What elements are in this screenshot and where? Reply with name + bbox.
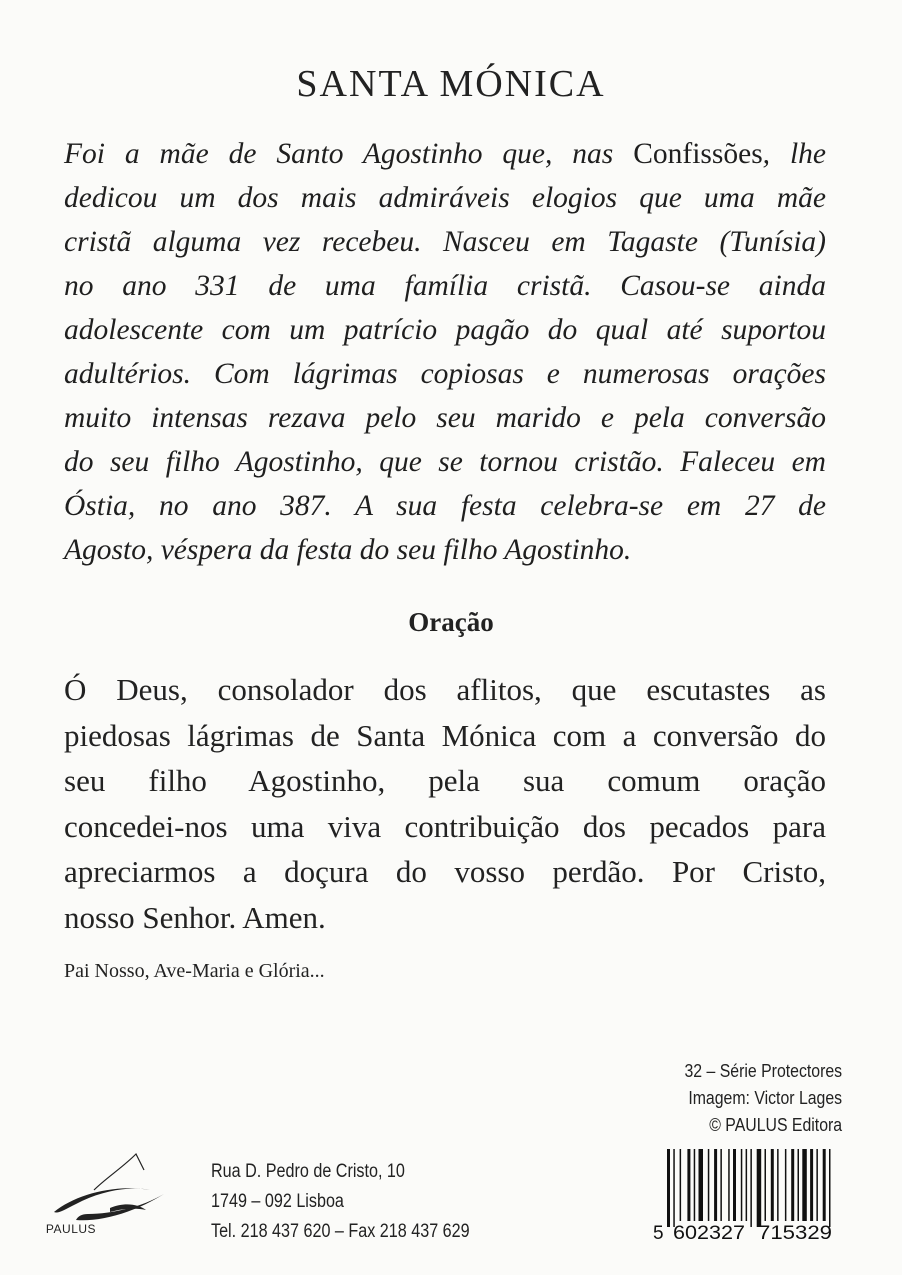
bio-line: do seu filho Agostinho, que se tornou cristão. Faleceu em: [64, 446, 826, 478]
barcode-bar: [680, 1149, 682, 1221]
publisher-name: PAULUS: [45, 1222, 97, 1236]
barcode: [651, 1147, 843, 1242]
bio-line: adultérios. Com lágrimas copiosas e numerosas orações: [64, 358, 826, 390]
address-city: 1749 – 092 Lisboa: [211, 1191, 344, 1212]
bio-line: Foi a mãe de Santo Agostinho que, nas Confissões, lhe: [64, 138, 826, 170]
barcode-bar: [829, 1149, 831, 1227]
bio-line: adolescente com um patrício pagão do qual até suportou: [64, 314, 826, 346]
barcode-bar: [798, 1149, 800, 1221]
prayer-line: piedosas lágrimas de Santa Mónica com a conversão do: [64, 717, 826, 753]
barcode-bar: [791, 1149, 794, 1221]
prayer-paragraph: [64, 667, 826, 940]
barcode-left-digits: 602327: [673, 1223, 745, 1242]
bio-line: muito intensas rezava pelo seu marido e pela conversão: [64, 402, 826, 434]
barcode-bar: [785, 1149, 787, 1221]
prayer-line: concedei-nos uma viva contribuição dos pecados para: [64, 808, 826, 844]
copyright-notice: © PAULUS Editora: [709, 1115, 842, 1135]
barcode-bar: [757, 1149, 762, 1227]
publisher-address: [211, 1157, 470, 1247]
closing-prayers: Pai Nosso, Ave-Maria e Glória...: [64, 960, 325, 982]
barcode-bar: [714, 1149, 717, 1221]
barcode-bar: [699, 1149, 704, 1221]
prayer-line: Ó Deus, consolador dos aflitos, que escutastes as: [64, 672, 826, 707]
prayer-heading: Oração: [408, 607, 494, 637]
page-title: SANTA MÓNICA: [296, 63, 606, 105]
barcode-bar: [720, 1149, 722, 1221]
address-street: Rua D. Pedro de Cristo, 10: [211, 1161, 405, 1182]
bio-line: no ano 331 de uma família cristã. Casou-se ainda: [64, 270, 826, 302]
bio-line: Agosto, véspera da festa do seu filho Agostinho.: [64, 534, 632, 566]
barcode-bar: [694, 1149, 696, 1221]
barcode-bar: [823, 1149, 826, 1221]
barcode-right-digits: 715329: [758, 1223, 832, 1242]
book-title-confissoes: Confissões: [633, 138, 763, 170]
barcode-bar: [733, 1149, 736, 1221]
barcode-bar: [777, 1149, 779, 1221]
barcode-bar: [771, 1149, 774, 1221]
credits-block: [684, 1058, 842, 1139]
barcode-bar: [687, 1149, 690, 1221]
barcode-bar: [746, 1149, 748, 1221]
barcode-bar: [667, 1149, 670, 1227]
series-label: 32 – Série Protectores: [684, 1061, 842, 1081]
barcode-bar: [765, 1149, 767, 1221]
barcode-bar: [750, 1149, 752, 1227]
address-phone: Tel. 218 437 620 – Fax 218 437 629: [211, 1221, 470, 1242]
barcode-bar: [802, 1149, 807, 1221]
prayer-line: nosso Senhor. Amen.: [64, 899, 326, 935]
barcode-bar: [816, 1149, 818, 1221]
bio-line: Óstia, no ano 387. A sua festa celebra-se em 27 de: [64, 490, 826, 522]
biography-paragraph: [64, 132, 826, 572]
barcode-first-digit: 5: [653, 1223, 664, 1242]
bio-line: dedicou um dos mais admiráveis elogios que uma mãe: [64, 182, 826, 214]
barcode-bar: [728, 1149, 730, 1221]
barcode-bar: [810, 1149, 813, 1221]
bio-line: cristã alguma vez recebeu. Nasceu em Tagaste (Tunísia): [64, 226, 826, 258]
image-credit: Imagem: Victor Lages: [688, 1088, 842, 1108]
prayer-line: seu filho Agostinho, pela sua comum oração: [64, 763, 826, 798]
barcode-bar: [708, 1149, 710, 1221]
barcode-bar: [673, 1149, 675, 1227]
prayer-line: apreciarmos a doçura do vosso perdão. Por Cristo,: [64, 854, 826, 889]
barcode-bar: [741, 1149, 743, 1221]
